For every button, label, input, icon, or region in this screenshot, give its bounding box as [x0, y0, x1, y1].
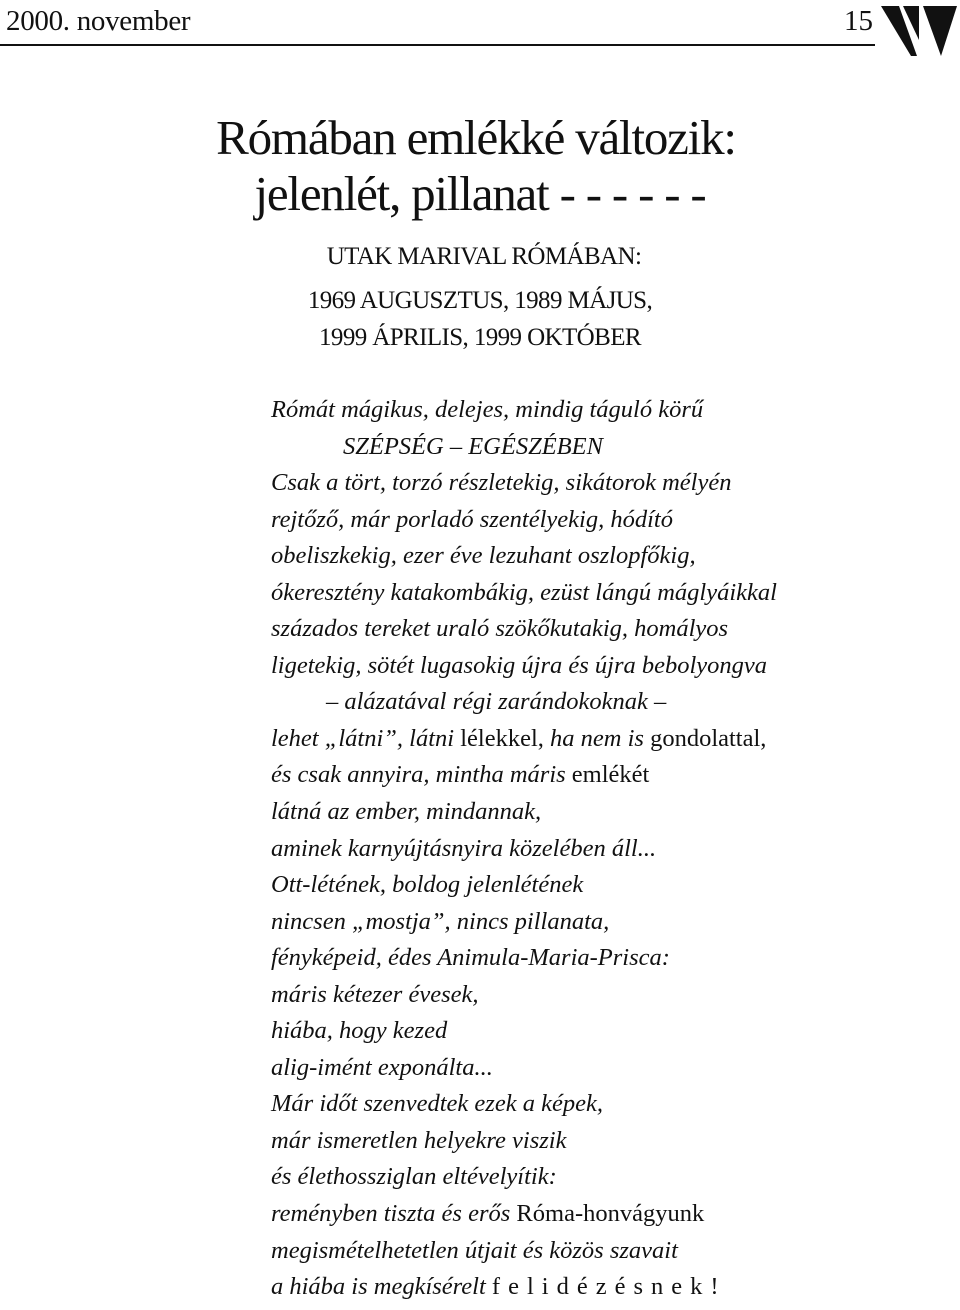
page-number: 15 — [844, 5, 873, 37]
poem-line: és csak annyira, mintha máris emlékét — [271, 761, 650, 789]
poem-line: már ismeretlen helyekre viszik — [271, 1126, 567, 1154]
poem-line: SZÉPSÉG – EGÉSZÉBEN — [343, 432, 603, 460]
poem-line: és élethossziglan eltévelyítik: — [271, 1163, 557, 1191]
poem-line: nincsen „mostja”, nincs pillanata, — [271, 907, 610, 935]
page-header — [0, 0, 875, 46]
poem-line: százados tereket uraló szökőkutakig, homályos — [271, 615, 729, 643]
poem-line: – alázatával régi zarándokoknak – — [326, 688, 667, 716]
poem-line: ligetekig, sötét lugasokig újra és újra bebolyongva — [271, 651, 768, 679]
subtitle-line-1: UTAK MARIVAL RÓMÁBAN: — [326, 243, 642, 270]
poem-line: látná az ember, mindannak, — [271, 798, 542, 826]
poem-line: aminek karnyújtásnyira közelében áll... — [271, 834, 657, 862]
poem-line: reményben tiszta és erős Róma-honvágyunk — [271, 1200, 705, 1228]
poem-line: fényképeid, édes Animula-Maria-Prisca: — [271, 944, 670, 972]
poem-line: a hiába is megkísérelt felidézésnek! — [271, 1273, 727, 1301]
poem-line: Ott-létének, boldog jelenlétének — [271, 871, 584, 899]
poem-line: ókeresztény katakombákig, ezüst lángú máglyáikkal — [271, 578, 777, 606]
poem-line: lehet „látni”, látni lélekkel, ha nem is gondolattal, — [271, 724, 767, 752]
article-title-line-1: Rómában emlékké változik: — [216, 110, 736, 165]
poem-line: máris kétezer évesek, — [271, 980, 479, 1008]
poem-line: Rómát mágikus, delejes, mindig táguló körű — [271, 396, 704, 423]
poem-body — [271, 392, 951, 1306]
article-title-line-2: jelenlét, pillanat - - - - - - — [254, 166, 706, 221]
poem-line: obeliszkekig, ezer éve lezuhant oszlopfőkig, — [271, 542, 696, 570]
subtitle-line-2: 1969 AUGUSZTUS, 1989 MÁJUS, — [307, 287, 653, 314]
poem-line: hiába, hogy kezed — [271, 1017, 448, 1045]
poem-line: alig-imént exponálta... — [271, 1053, 493, 1081]
poem-line: rejtőző, már porladó szentélyekig, hódító — [271, 505, 673, 533]
poem-line: megismételhetetlen útjait és közös szavait — [271, 1236, 678, 1264]
poem-line: Csak a tört, torzó részletekig, sikátorok mélyén — [271, 469, 732, 497]
header-date: 2000. november — [6, 5, 191, 37]
poem-line: Már időt szenvedtek ezek a képek, — [271, 1090, 603, 1118]
publication-logo-icon — [881, 6, 957, 58]
subtitle-line-3: 1999 ÁPRILIS, 1999 OKTÓBER — [319, 324, 641, 351]
